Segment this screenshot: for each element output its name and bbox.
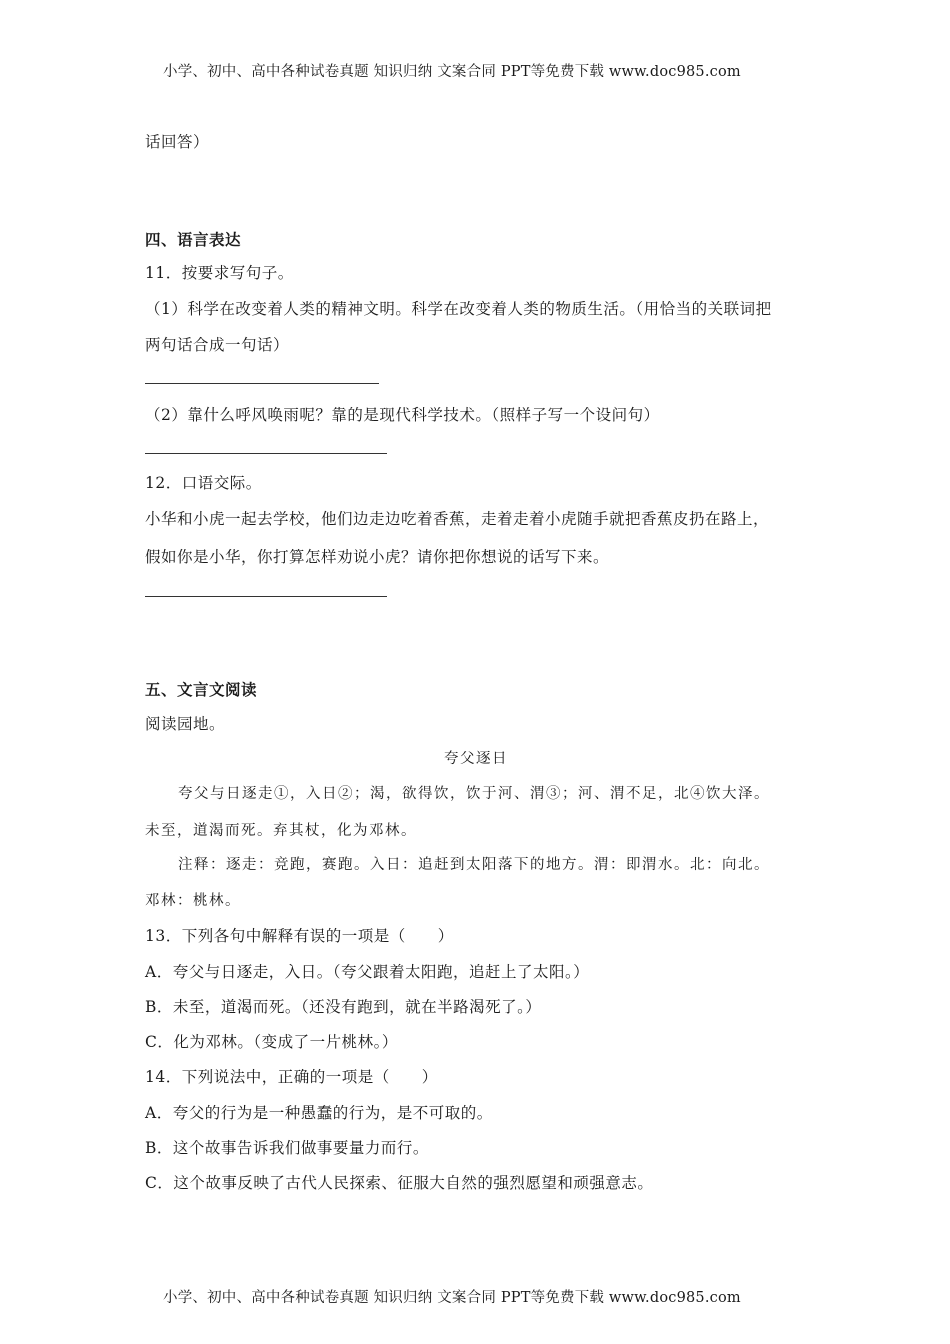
- answer-blank-11-2[interactable]: [145, 453, 387, 454]
- question-11-item-1-line-1: （1）科学在改变着人类的精神文明。科学在改变着人类的物质生活。（用恰当的关联词把: [145, 300, 772, 318]
- question-12-stem: 12．口语交际。: [145, 474, 262, 492]
- notes-line-1: 注释：逐走：竞跑，赛跑。入日：追赶到太阳落下的地方。渭：即渭水。北：向北。: [178, 857, 770, 873]
- question-13-stem: 13．下列各句中解释有误的一项是（ ）: [145, 927, 454, 945]
- question-11-stem: 11．按要求写句子。: [145, 264, 294, 282]
- continued-text: 话回答）: [145, 133, 210, 151]
- section-four-title: 四、语言表达: [145, 231, 242, 249]
- page-footer: 小学、初中、高中各种试卷真题 知识归纳 文案合同 PPT等免费下载 www.doc985.com: [163, 1290, 741, 1306]
- question-13-option-b[interactable]: B．未至，道渴而死。（还没有跑到，就在半路渴死了。）: [145, 998, 542, 1016]
- notes-line-2: 邓林：桃林。: [145, 893, 241, 909]
- passage-title: 夸父逐日: [444, 751, 508, 767]
- answer-blank-11-1[interactable]: [145, 383, 379, 384]
- question-13-option-a[interactable]: A．夸父与日逐走，入日。（夸父跟着太阳跑，追赶上了太阳。）: [145, 963, 590, 981]
- page-header: 小学、初中、高中各种试卷真题 知识归纳 文案合同 PPT等免费下载 www.doc985.com: [163, 64, 741, 80]
- question-11-item-2: （2）靠什么呼风唤雨呢？靠的是现代科学技术。（照样子写一个设问句）: [145, 406, 660, 424]
- section-five-title: 五、文言文阅读: [145, 681, 258, 699]
- reading-intro: 阅读园地。: [145, 715, 226, 733]
- passage-line-1: 夸父与日逐走①，入日②；渴，欲得饮，饮于河、渭③；河、渭不足，北④饮大泽。: [178, 786, 770, 802]
- question-13-option-c[interactable]: C．化为邓林。（变成了一片桃林。）: [145, 1033, 398, 1051]
- question-14-option-a[interactable]: A．夸父的行为是一种愚蠢的行为，是不可取的。: [145, 1104, 493, 1122]
- answer-blank-12[interactable]: [145, 596, 387, 597]
- question-11-item-1-line-2: 两句话合成一句话）: [145, 336, 290, 354]
- question-12-line-1: 小华和小虎一起去学校，他们边走边吃着香蕉，走着走着小虎随手就把香蕉皮扔在路上，: [145, 510, 770, 528]
- passage-line-2: 未至，道渴而死。弃其杖，化为邓林。: [145, 823, 417, 839]
- question-12-line-2: 假如你是小华，你打算怎样劝说小虎？请你把你想说的话写下来。: [145, 548, 610, 566]
- question-14-stem: 14．下列说法中，正确的一项是（ ）: [145, 1068, 438, 1086]
- question-14-option-c[interactable]: C．这个故事反映了古代人民探索、征服大自然的强烈愿望和顽强意志。: [145, 1174, 654, 1192]
- question-14-option-b[interactable]: B．这个故事告诉我们做事要量力而行。: [145, 1139, 429, 1157]
